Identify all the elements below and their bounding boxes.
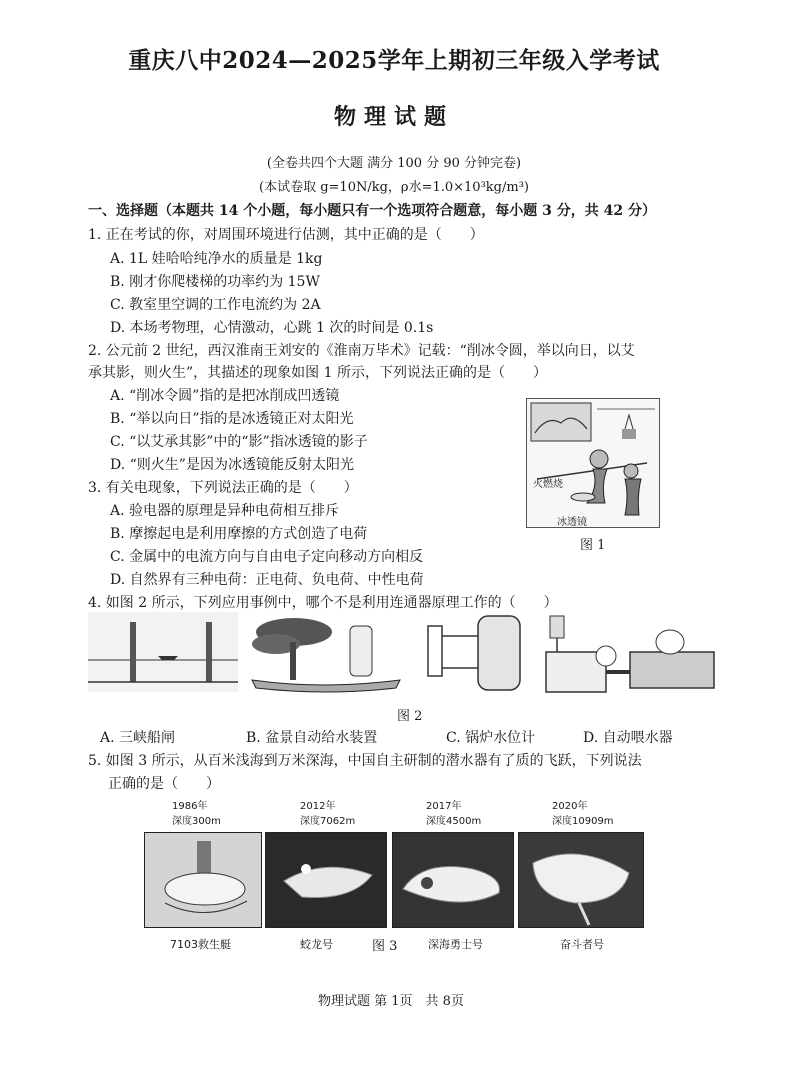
sub-1-year: 1986年 — [172, 801, 208, 812]
sub-3-depth: 深度4500m — [426, 816, 482, 827]
q2-option-c: C. “以艾承其影”中的“影”指冰透镜的影子 — [110, 434, 368, 450]
q4-option-d: D. 自动喂水器 — [583, 730, 673, 746]
sub-2-year: 2012年 — [300, 801, 336, 812]
sub-2-depth: 深度7062m — [300, 816, 356, 827]
sub-1-depth: 深度300m — [172, 816, 221, 827]
figure-1-label-fire: 火燃烧 — [533, 479, 563, 490]
figure-3-caption: 图 3 — [372, 939, 398, 954]
sub-4-depth: 深度10909m — [552, 816, 614, 827]
q4-option-a: A. 三峡船闸 — [100, 730, 176, 746]
page-footer: 物理试题 第 1页 共 8页 — [318, 994, 464, 1009]
q3-option-a: A. 验电器的原理是异种电荷相互排斥 — [110, 503, 340, 519]
sub-2-name: 蛟龙号 — [300, 938, 333, 951]
photo-shenhai-yongshi — [392, 832, 514, 928]
figure-1-drawing — [527, 399, 659, 527]
q1-option-a: A. 1L 娃哈哈纯净水的质量是 1kg — [110, 251, 323, 267]
q2-option-d: D. “则火生”是因为冰透镜能反射太阳光 — [110, 457, 354, 473]
figure-2c-boiler-gauge — [428, 612, 538, 692]
q5-stem-line1: 5. 如图 3 所示，从百米浅海到万米深海，中国自主研制的潜水器有了质的飞跃，下列说法 — [88, 753, 642, 769]
q1-option-b: B. 刚才你爬楼梯的功率约为 15W — [110, 274, 320, 290]
sub-1-name: 7103救生艇 — [170, 938, 231, 951]
q1-stem: 1. 正在考试的你，对周围环境进行估测，其中正确的是（ ） — [88, 227, 484, 243]
q3-option-c: C. 金属中的电流方向与自由电子定向移动方向相反 — [110, 549, 424, 565]
photo-fendouzhe — [518, 832, 644, 928]
q1-option-c: C. 教室里空调的工作电流约为 2A — [110, 297, 321, 313]
q2-option-b: B. “举以向日”指的是冰透镜正对太阳光 — [110, 411, 354, 427]
q4-option-c: C. 锅炉水位计 — [446, 730, 536, 746]
sub-3-name: 深海勇士号 — [428, 938, 483, 951]
exam-title: 重庆八中2024—2025学年上期初三年级入学考试 — [128, 47, 660, 74]
figure-2b-bonsai-waterer — [246, 612, 396, 692]
q3-option-b: B. 摩擦起电是利用摩擦的方式创造了电荷 — [110, 526, 368, 542]
figure-1-label-lens: 冰透镜 — [557, 517, 587, 528]
q4-option-b: B. 盆景自动给水装置 — [246, 730, 378, 746]
sub-4-year: 2020年 — [552, 801, 588, 812]
figure-1-illustration — [526, 398, 660, 528]
section1-heading: 一、选择题（本题共 14 个小题，每小题只有一个选项符合题意，每小题 3 分，共 42 分） — [88, 203, 656, 219]
sub-4-name: 奋斗者号 — [560, 938, 604, 951]
q3-stem: 3. 有关电现象，下列说法正确的是（ ） — [88, 480, 358, 496]
figure-2-caption: 图 2 — [397, 709, 423, 724]
photo-jiaolong — [265, 832, 387, 928]
figure-2a-ship-lock — [88, 612, 238, 692]
q4-stem: 4. 如图 2 所示，下列应用事例中，哪个不是利用连通器原理工作的（ ） — [88, 595, 558, 611]
figure-1-caption: 图 1 — [580, 538, 606, 553]
q2-stem-line2: 承其影，则火生”，其描述的现象如图 1 所示，下列说法正确的是（ ） — [88, 365, 547, 381]
q2-stem-line1: 2. 公元前 2 世纪，西汉淮南王刘安的《淮南万毕术》记载：“削冰令圆，举以向日，以艾 — [88, 343, 635, 359]
q3-option-d: D. 自然界有三种电荷：正电荷、负电荷、中性电荷 — [110, 572, 424, 588]
figure-2d-auto-feeder — [546, 612, 714, 692]
q1-option-d: D. 本场考物理，心情激动，心跳 1 次的时间是 0.1s — [110, 320, 434, 336]
exam-note-constants: (本试卷取 g=10N/kg，ρ水=1.0×10³kg/m³) — [259, 180, 529, 195]
q2-option-a: A. “削冰令圆”指的是把冰削成凹透镜 — [110, 388, 340, 404]
photo-7103-lifeboat — [144, 832, 262, 928]
q5-stem-line2: 正确的是（ ） — [108, 776, 220, 792]
sub-3-year: 2017年 — [426, 801, 462, 812]
exam-subtitle: 物理试题 — [333, 104, 454, 130]
exam-note-scope: (全卷共四个大题 满分 100 分 90 分钟完卷) — [266, 156, 522, 171]
